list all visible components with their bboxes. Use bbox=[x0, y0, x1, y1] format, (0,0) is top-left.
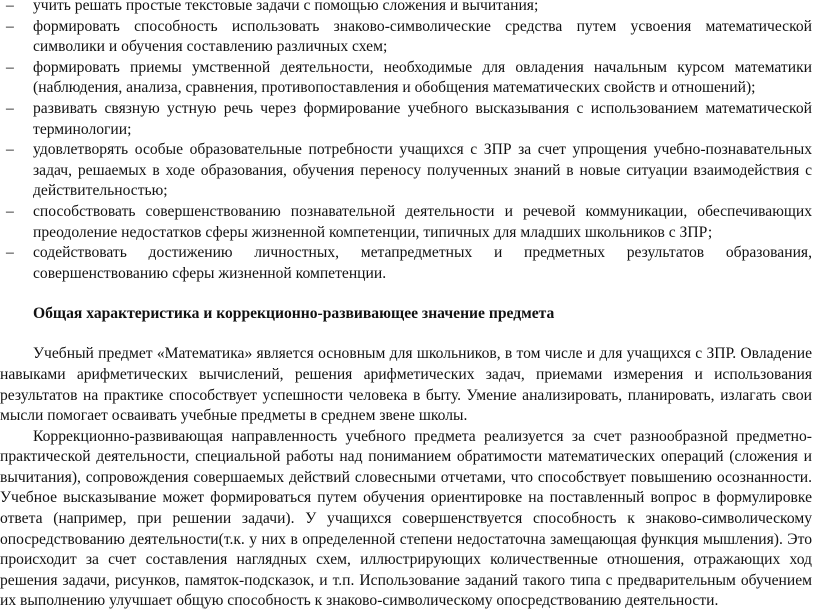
list-item bbox=[0, 99, 816, 140]
list-item-text: учить решать простые текстовые задачи с помощью сложения и вычитания; bbox=[33, 0, 539, 14]
paragraph: Учебный предмет «Математика» является основным для школьников, в том числе и для учащихся с ЗПР. Овладение навыками арифметических вычислений, решения арифметических задач, приемами измерения и использования результатов на практике способствует успешности человека в быту. Умение анализировать, планировать, излагать свои мысли помогает осваивать учебные предметы в среднем звене школы. bbox=[0, 345, 812, 425]
dash-marker: – bbox=[6, 99, 14, 117]
section-heading: Общая характеристика и коррекционно-развивающее значение предмета bbox=[33, 305, 555, 323]
list-item bbox=[0, 17, 816, 58]
list-item bbox=[0, 58, 816, 99]
list-item-text: формировать приемы умственной деятельности, необходимые для овладения начальным курсом математики (наблюдения, анализа, сравнения, противопоставления и обобщения математических свойств и отношений); bbox=[33, 58, 812, 97]
list-item-text: содействовать достижению личностных, метапредметных и предметных результатов образования, совершенствованию сферы жизненной компетенции. bbox=[33, 244, 812, 282]
dash-marker: – bbox=[6, 0, 14, 14]
paragraph: Коррекционно-развивающая направленность учебного предмета реализуется за счет разнообразной предметно-практической деятельности, специальной работы над пониманием обратимости математических операций (сложения и вычитания), сопровождения совершаемых действий словесными отчетами, что способствует повышению осознанности. Учебное высказывание может формироваться путем обучения ориентировке на поставленный вопрос в формулировке ответа (например, при решении задачи). У учащихся совершенствуется способность к знаково-символическому опосредствованию деятельности(т.к. у них в определенной степени недостаточна замещающая функция мышления). Это происходит за счет составления наглядных схем, иллюстрирующих количественные отношения, отражающих ход решения задачи, рисунков, памяток-подсказок, и т.п. Использование заданий такого типа с предварительным обучением их выполнению улучшает общую способность к знаково-символическому опосредствованию деятельности. bbox=[0, 427, 812, 610]
list-item-text: способствовать совершенствованию познавательной деятельности и речевой коммуникации, обеспечивающих преодоление недостатков сферы жизненной компетенции, типичных для младших школьников с ЗПР; bbox=[33, 202, 812, 241]
list-item bbox=[0, 140, 816, 202]
list-item-text: удовлетворять особые образовательные потребности учащихся с ЗПР за счет упрощения учебно-познавательных задач, решаемых в ходе образования, обучения переносу полученных знаний в новые ситуации взаимодействия с действительностью; bbox=[33, 141, 812, 200]
goals-list bbox=[0, 0, 816, 284]
dash-marker: – bbox=[6, 202, 14, 220]
dash-marker: – bbox=[6, 244, 14, 262]
dash-marker: – bbox=[6, 58, 14, 76]
spacer bbox=[0, 324, 816, 344]
list-item bbox=[0, 0, 816, 17]
list-item bbox=[0, 202, 816, 243]
list-item-text: развивать связную устную речь через формирование учебного высказывания с использованием математической терминологии; bbox=[33, 99, 812, 138]
list-item-text: формировать способность использовать знаково-символические средства путем усвоения математической символики и обучения составлению различных схем; bbox=[33, 17, 812, 56]
dash-marker: – bbox=[6, 17, 14, 35]
list-item bbox=[0, 243, 816, 284]
dash-marker: – bbox=[6, 141, 14, 159]
